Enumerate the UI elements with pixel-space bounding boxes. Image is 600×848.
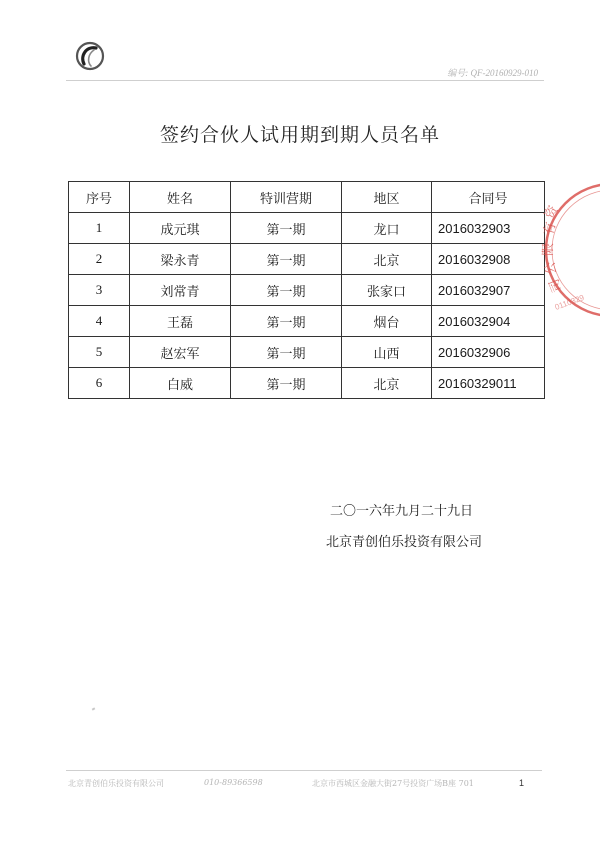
svg-text:司: 司	[546, 276, 566, 295]
cell-period: 第一期	[231, 213, 342, 244]
cell-contract: 2016032906	[432, 337, 545, 368]
cell-number: 6	[69, 368, 130, 399]
footer-phone: 010-89366598	[204, 778, 263, 787]
column-header-region: 地区	[342, 182, 432, 213]
svg-text:限: 限	[541, 242, 557, 257]
column-header-contract: 合同号	[432, 182, 545, 213]
cell-period: 第一期	[231, 337, 342, 368]
column-header-name: 姓名	[130, 182, 231, 213]
cell-contract: 2016032908	[432, 244, 545, 275]
page-title: 签约合伙人试用期到期人员名单	[159, 124, 440, 146]
document-number: 编号: QF-20160929-010	[447, 68, 538, 78]
cell-period: 第一期	[231, 275, 342, 306]
cell-name: 成元琪	[130, 213, 231, 244]
cell-region: 北京	[342, 368, 432, 399]
svg-text:公: 公	[542, 260, 560, 276]
header-divider	[66, 80, 544, 81]
column-header-number: 序号	[69, 182, 130, 213]
cell-contract: 2016032903	[432, 213, 545, 244]
cell-region: 龙口	[342, 213, 432, 244]
partner-roster-table	[68, 181, 545, 399]
table-row	[69, 306, 545, 337]
company-logo-icon	[72, 38, 108, 74]
page-number: 1	[519, 778, 525, 788]
cell-period: 第一期	[231, 306, 342, 337]
column-header-period: 特训营期	[231, 182, 342, 213]
cell-name: 梁永青	[130, 244, 231, 275]
svg-text:有: 有	[541, 220, 560, 238]
footer-divider	[66, 770, 542, 771]
cell-period: 第一期	[231, 244, 342, 275]
cell-region: 北京	[342, 244, 432, 275]
table-header-row	[69, 182, 545, 213]
cell-number: 4	[69, 306, 130, 337]
cell-number: 2	[69, 244, 130, 275]
cell-contract: 20160329011	[432, 368, 545, 399]
svg-text:资: 资	[542, 203, 562, 222]
table-row	[69, 213, 545, 244]
table-row	[69, 275, 545, 306]
document-date: 二〇一六年九月二十九日	[330, 504, 474, 519]
cell-name: 赵宏军	[130, 337, 231, 368]
table-row	[69, 368, 545, 399]
cell-region: 张家口	[342, 275, 432, 306]
cell-name: 白威	[130, 368, 231, 399]
cell-contract: 2016032907	[432, 275, 545, 306]
table-row	[69, 337, 545, 368]
scan-speck	[92, 707, 96, 710]
svg-text:0110329: 0110329	[553, 292, 586, 312]
company-seal-stamp	[522, 170, 600, 330]
footer-company: 北京青创伯乐投资有限公司	[68, 779, 164, 788]
issuing-company: 北京青创伯乐投资有限公司	[326, 535, 483, 550]
cell-number: 5	[69, 337, 130, 368]
cell-name: 刘常青	[130, 275, 231, 306]
cell-period: 第一期	[231, 368, 342, 399]
cell-name: 王磊	[130, 306, 231, 337]
table-row	[69, 244, 545, 275]
cell-number: 1	[69, 213, 130, 244]
cell-contract: 2016032904	[432, 306, 545, 337]
cell-number: 3	[69, 275, 130, 306]
footer-address: 北京市西城区金融大街27号投资广场B座 701	[312, 779, 474, 788]
cell-region: 烟台	[342, 306, 432, 337]
cell-region: 山西	[342, 337, 432, 368]
